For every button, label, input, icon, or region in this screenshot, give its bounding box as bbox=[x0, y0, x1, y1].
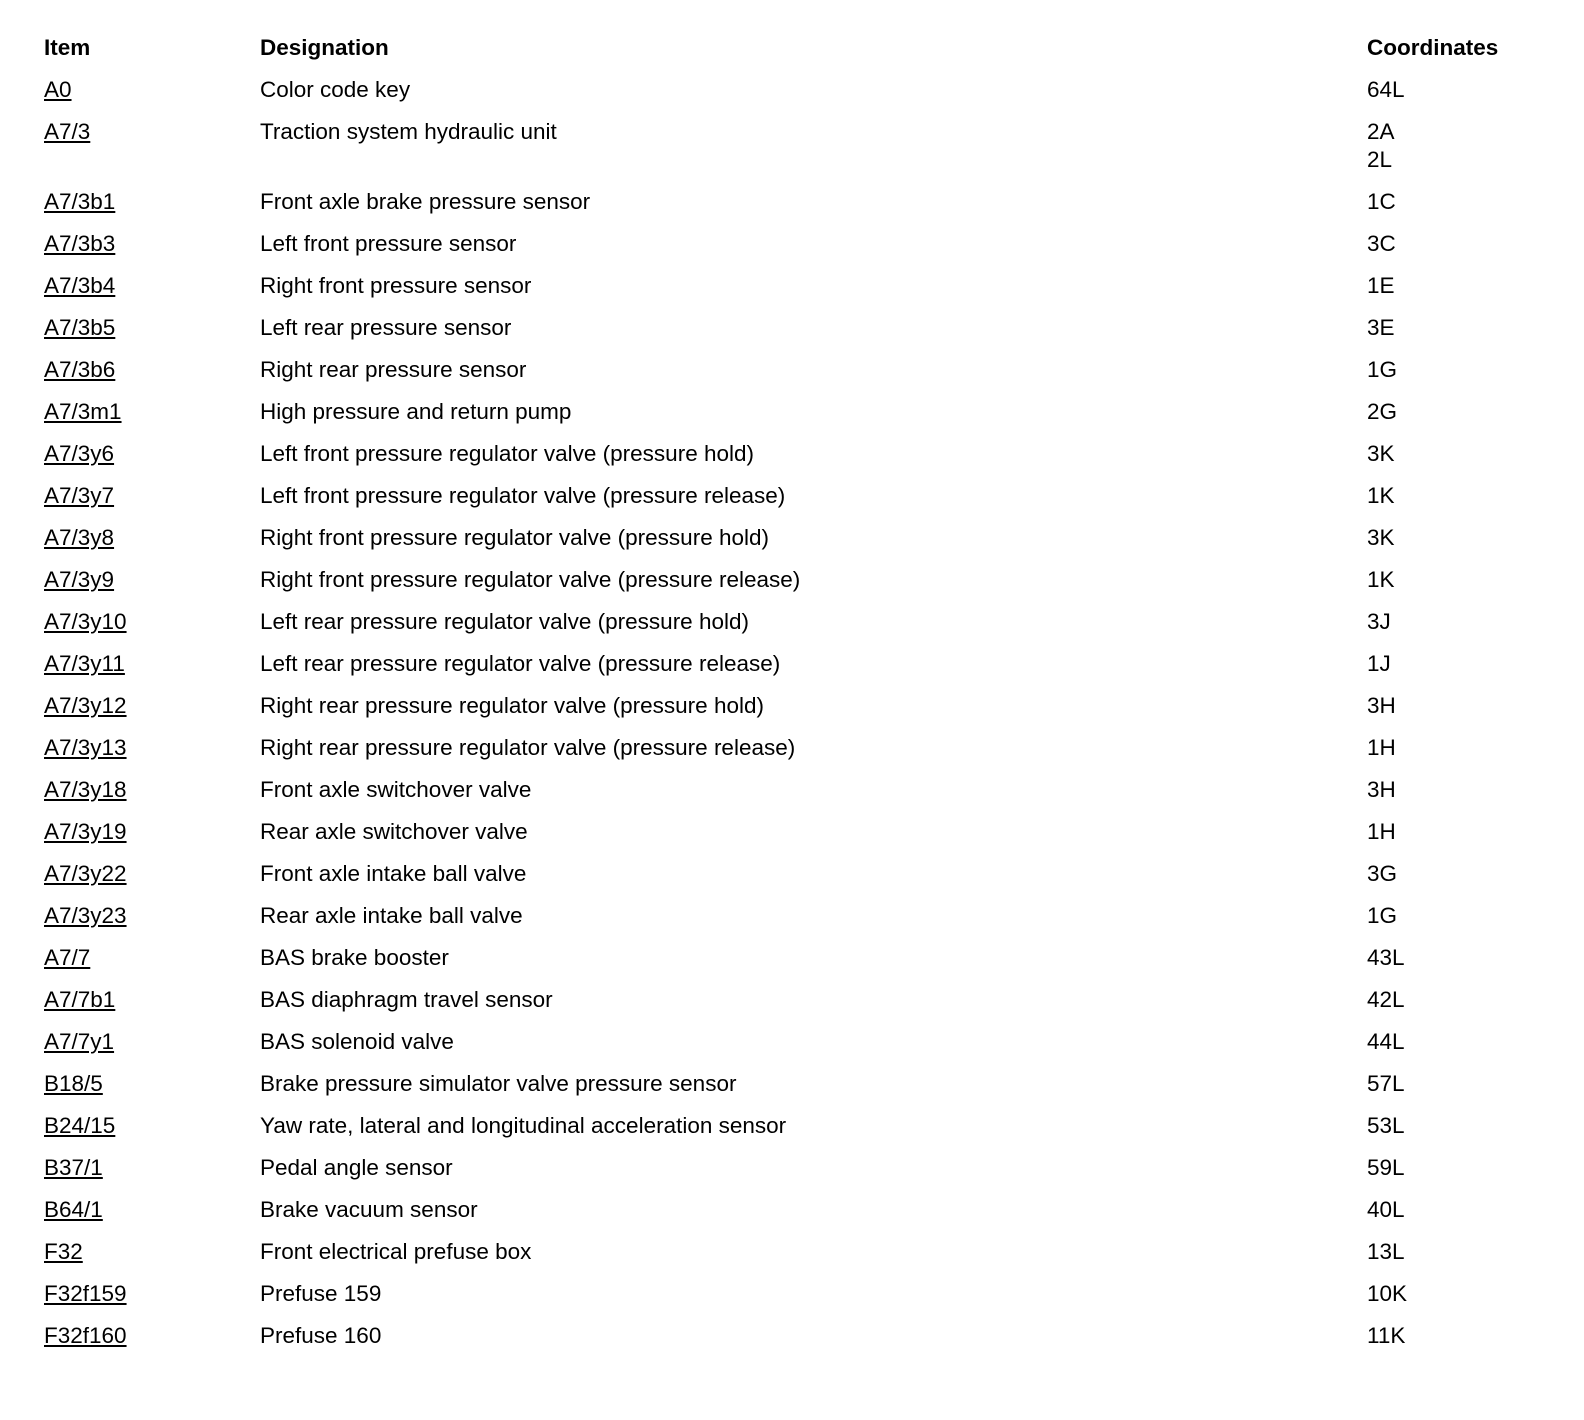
designation-cell: Right front pressure sensor bbox=[260, 273, 532, 298]
header-coordinates: Coordinates bbox=[1367, 35, 1499, 60]
table-row bbox=[44, 314, 1544, 342]
coordinate-value: 1E bbox=[1367, 273, 1395, 298]
table-row bbox=[44, 230, 1544, 258]
item-link[interactable]: B24/15 bbox=[44, 1113, 116, 1138]
coordinates-cell bbox=[1367, 76, 1544, 104]
item-cell bbox=[44, 902, 260, 930]
coordinate-value: 13L bbox=[1367, 1239, 1405, 1264]
coordinates-cell bbox=[1367, 1070, 1544, 1098]
table-row bbox=[44, 482, 1544, 510]
coordinate-value: 10K bbox=[1367, 1281, 1408, 1306]
table-row bbox=[44, 1112, 1544, 1140]
table-row bbox=[44, 986, 1544, 1014]
coordinates-cell bbox=[1367, 986, 1544, 1014]
item-link[interactable]: A7/3y6 bbox=[44, 441, 115, 466]
table-row bbox=[44, 1280, 1544, 1308]
designation-cell: BAS brake booster bbox=[260, 945, 449, 970]
item-link[interactable]: A7/3y12 bbox=[44, 693, 127, 718]
table-row bbox=[44, 818, 1544, 846]
item-cell bbox=[44, 482, 260, 510]
coordinates-cell bbox=[1367, 860, 1544, 888]
table-row bbox=[44, 76, 1544, 104]
table-row bbox=[44, 118, 1544, 174]
item-cell bbox=[44, 272, 260, 300]
coordinates-cell bbox=[1367, 692, 1544, 720]
table-row bbox=[44, 650, 1544, 678]
coordinate-value: 1C bbox=[1367, 189, 1396, 214]
item-cell bbox=[44, 118, 260, 174]
table-row bbox=[44, 902, 1544, 930]
designation-cell: Front electrical prefuse box bbox=[260, 1239, 532, 1264]
table-row bbox=[44, 608, 1544, 636]
designation-cell: Brake pressure simulator valve pressure sensor bbox=[260, 1071, 737, 1096]
coordinate-value: 11K bbox=[1367, 1323, 1406, 1348]
item-link[interactable]: A0 bbox=[44, 77, 72, 102]
item-link[interactable]: A7/3y18 bbox=[44, 777, 127, 802]
coordinate-value: 3G bbox=[1367, 861, 1398, 886]
item-cell bbox=[44, 1238, 260, 1266]
designation-cell: BAS diaphragm travel sensor bbox=[260, 987, 553, 1012]
coordinate-value: 59L bbox=[1367, 1155, 1405, 1180]
coordinates-cell bbox=[1367, 1154, 1544, 1182]
coordinate-value: 1H bbox=[1367, 819, 1396, 844]
item-link[interactable]: A7/3y13 bbox=[44, 735, 127, 760]
designation-cell: Left rear pressure regulator valve (pressure hold) bbox=[260, 609, 749, 634]
designation-cell: Right rear pressure regulator valve (pressure hold) bbox=[260, 693, 764, 718]
coordinates-cell bbox=[1367, 188, 1544, 216]
coordinate-value: 1K bbox=[1367, 567, 1395, 592]
coordinate-value: 2G bbox=[1367, 399, 1398, 424]
item-link[interactable]: A7/3b3 bbox=[44, 231, 116, 256]
item-link[interactable]: F32 bbox=[44, 1239, 83, 1264]
item-cell bbox=[44, 440, 260, 468]
item-cell bbox=[44, 944, 260, 972]
table-row bbox=[44, 1322, 1544, 1350]
item-cell bbox=[44, 1070, 260, 1098]
designation-cell: Pedal angle sensor bbox=[260, 1155, 453, 1180]
item-cell bbox=[44, 776, 260, 804]
item-link[interactable]: A7/3y22 bbox=[44, 861, 127, 886]
item-cell bbox=[44, 314, 260, 342]
table-row bbox=[44, 1028, 1544, 1056]
coordinates-cell bbox=[1367, 482, 1544, 510]
table-row bbox=[44, 566, 1544, 594]
item-cell bbox=[44, 1028, 260, 1056]
coordinates-cell bbox=[1367, 440, 1544, 468]
coordinate-value: 1G bbox=[1367, 903, 1398, 928]
item-cell bbox=[44, 524, 260, 552]
coordinate-value: 64L bbox=[1367, 77, 1405, 102]
coordinate-value: 3C bbox=[1367, 231, 1396, 256]
coordinate-value: 43L bbox=[1367, 945, 1405, 970]
coordinate-value: 42L bbox=[1367, 987, 1405, 1012]
coordinates-cell bbox=[1367, 608, 1544, 636]
table-row bbox=[44, 944, 1544, 972]
designation-cell: Traction system hydraulic unit bbox=[260, 119, 557, 144]
item-cell bbox=[44, 1196, 260, 1224]
item-cell bbox=[44, 1154, 260, 1182]
table-row bbox=[44, 188, 1544, 216]
coordinate-value: 53L bbox=[1367, 1113, 1405, 1138]
coordinate-value: 2A bbox=[1367, 119, 1395, 144]
item-link[interactable]: F32f159 bbox=[44, 1281, 127, 1306]
coordinates-cell bbox=[1367, 818, 1544, 846]
coordinate-value: 3H bbox=[1367, 693, 1396, 718]
item-link[interactable]: A7/3y9 bbox=[44, 567, 115, 592]
item-link[interactable]: A7/3y23 bbox=[44, 903, 127, 928]
table-row bbox=[44, 1196, 1544, 1224]
coordinate-value: 44L bbox=[1367, 1029, 1405, 1054]
item-link[interactable]: A7/3m1 bbox=[44, 399, 122, 424]
header-designation: Designation bbox=[260, 35, 389, 60]
designation-cell: Front axle brake pressure sensor bbox=[260, 189, 591, 214]
table-row bbox=[44, 398, 1544, 426]
table-row bbox=[44, 1154, 1544, 1182]
item-cell bbox=[44, 230, 260, 258]
designation-cell: Left front pressure regulator valve (pressure release) bbox=[260, 483, 786, 508]
coordinate-value: 3E bbox=[1367, 315, 1395, 340]
item-link[interactable]: A7/3b1 bbox=[44, 189, 116, 214]
designation-cell: Left front pressure regulator valve (pressure hold) bbox=[260, 441, 754, 466]
table-body bbox=[44, 76, 1544, 1350]
coordinate-value: 3K bbox=[1367, 441, 1395, 466]
designation-cell: BAS solenoid valve bbox=[260, 1029, 454, 1054]
coordinates-cell bbox=[1367, 272, 1544, 300]
item-cell bbox=[44, 860, 260, 888]
table-row bbox=[44, 1238, 1544, 1266]
coordinates-cell bbox=[1367, 524, 1544, 552]
table-row bbox=[44, 734, 1544, 762]
designation-cell: Yaw rate, lateral and longitudinal acceleration sensor bbox=[260, 1113, 787, 1138]
component-legend-table bbox=[44, 34, 1544, 1364]
item-cell bbox=[44, 1322, 260, 1350]
item-link[interactable]: B18/5 bbox=[44, 1071, 103, 1096]
coordinate-value: 57L bbox=[1367, 1071, 1405, 1096]
designation-cell: Prefuse 160 bbox=[260, 1323, 382, 1348]
item-link[interactable]: A7/3b6 bbox=[44, 357, 116, 382]
designation-cell: Left rear pressure regulator valve (pressure release) bbox=[260, 651, 781, 676]
designation-cell: Right rear pressure regulator valve (pressure release) bbox=[260, 735, 796, 760]
table-row bbox=[44, 692, 1544, 720]
designation-cell: Brake vacuum sensor bbox=[260, 1197, 478, 1222]
coordinates-cell bbox=[1367, 650, 1544, 678]
item-cell bbox=[44, 608, 260, 636]
item-link[interactable]: A7/3 bbox=[44, 119, 91, 144]
item-link[interactable]: A7/3b4 bbox=[44, 273, 116, 298]
item-link[interactable]: B37/1 bbox=[44, 1155, 103, 1180]
table-row bbox=[44, 776, 1544, 804]
item-cell bbox=[44, 398, 260, 426]
coordinates-cell bbox=[1367, 734, 1544, 762]
item-cell bbox=[44, 188, 260, 216]
coordinates-cell bbox=[1367, 1238, 1544, 1266]
header-item: Item bbox=[44, 35, 91, 60]
table-row bbox=[44, 272, 1544, 300]
coordinate-value: 3K bbox=[1367, 525, 1395, 550]
coordinate-value: 1H bbox=[1367, 735, 1396, 760]
coordinates-cell bbox=[1367, 944, 1544, 972]
designation-cell: Right rear pressure sensor bbox=[260, 357, 527, 382]
designation-cell: Prefuse 159 bbox=[260, 1281, 382, 1306]
item-link[interactable]: A7/3y19 bbox=[44, 819, 127, 844]
item-link[interactable]: A7/3y10 bbox=[44, 609, 127, 634]
coordinates-cell bbox=[1367, 1280, 1544, 1308]
item-link[interactable]: A7/3b5 bbox=[44, 315, 116, 340]
item-cell bbox=[44, 650, 260, 678]
item-cell bbox=[44, 76, 260, 104]
coordinate-value: 1J bbox=[1367, 651, 1391, 676]
designation-cell: Left front pressure sensor bbox=[260, 231, 517, 256]
coordinates-cell bbox=[1367, 230, 1544, 258]
designation-cell: Right front pressure regulator valve (pressure release) bbox=[260, 567, 801, 592]
coordinates-cell bbox=[1367, 1112, 1544, 1140]
item-cell bbox=[44, 986, 260, 1014]
coordinates-cell bbox=[1367, 356, 1544, 384]
designation-cell: Rear axle switchover valve bbox=[260, 819, 528, 844]
coordinate-value: 40L bbox=[1367, 1197, 1405, 1222]
item-link[interactable]: F32f160 bbox=[44, 1323, 127, 1348]
designation-cell: Rear axle intake ball valve bbox=[260, 903, 523, 928]
coordinates-cell bbox=[1367, 314, 1544, 342]
coordinate-value: 1K bbox=[1367, 483, 1395, 508]
coordinate-value: 3H bbox=[1367, 777, 1396, 802]
item-cell bbox=[44, 1112, 260, 1140]
coordinates-cell bbox=[1367, 398, 1544, 426]
table-row bbox=[44, 356, 1544, 384]
item-link[interactable]: A7/3y7 bbox=[44, 483, 115, 508]
coordinate-value: 2L bbox=[1367, 147, 1393, 172]
designation-cell: Color code key bbox=[260, 77, 411, 102]
designation-cell: High pressure and return pump bbox=[260, 399, 572, 424]
table-row bbox=[44, 860, 1544, 888]
item-link[interactable]: A7/7b1 bbox=[44, 987, 116, 1012]
item-cell bbox=[44, 734, 260, 762]
item-link[interactable]: A7/3y11 bbox=[44, 651, 125, 676]
item-link[interactable]: A7/7 bbox=[44, 945, 91, 970]
item-link[interactable]: A7/3y8 bbox=[44, 525, 115, 550]
coordinates-cell bbox=[1367, 566, 1544, 594]
table-row bbox=[44, 524, 1544, 552]
designation-cell: Right front pressure regulator valve (pressure hold) bbox=[260, 525, 769, 550]
designation-cell: Front axle intake ball valve bbox=[260, 861, 527, 886]
item-link[interactable]: B64/1 bbox=[44, 1197, 103, 1222]
coordinates-cell bbox=[1367, 1196, 1544, 1224]
table-row bbox=[44, 1070, 1544, 1098]
coordinates-cell bbox=[1367, 776, 1544, 804]
coordinates-cell bbox=[1367, 118, 1544, 174]
designation-cell: Front axle switchover valve bbox=[260, 777, 532, 802]
table-row bbox=[44, 440, 1544, 468]
coordinate-value: 3J bbox=[1367, 609, 1391, 634]
table-header-row bbox=[44, 34, 1544, 62]
item-link[interactable]: A7/7y1 bbox=[44, 1029, 115, 1054]
coordinates-cell bbox=[1367, 1322, 1544, 1350]
item-cell bbox=[44, 818, 260, 846]
item-cell bbox=[44, 356, 260, 384]
coordinate-value: 1G bbox=[1367, 357, 1398, 382]
item-cell bbox=[44, 1280, 260, 1308]
item-cell bbox=[44, 566, 260, 594]
item-cell bbox=[44, 692, 260, 720]
coordinates-cell bbox=[1367, 902, 1544, 930]
designation-cell: Left rear pressure sensor bbox=[260, 315, 512, 340]
coordinates-cell bbox=[1367, 1028, 1544, 1056]
